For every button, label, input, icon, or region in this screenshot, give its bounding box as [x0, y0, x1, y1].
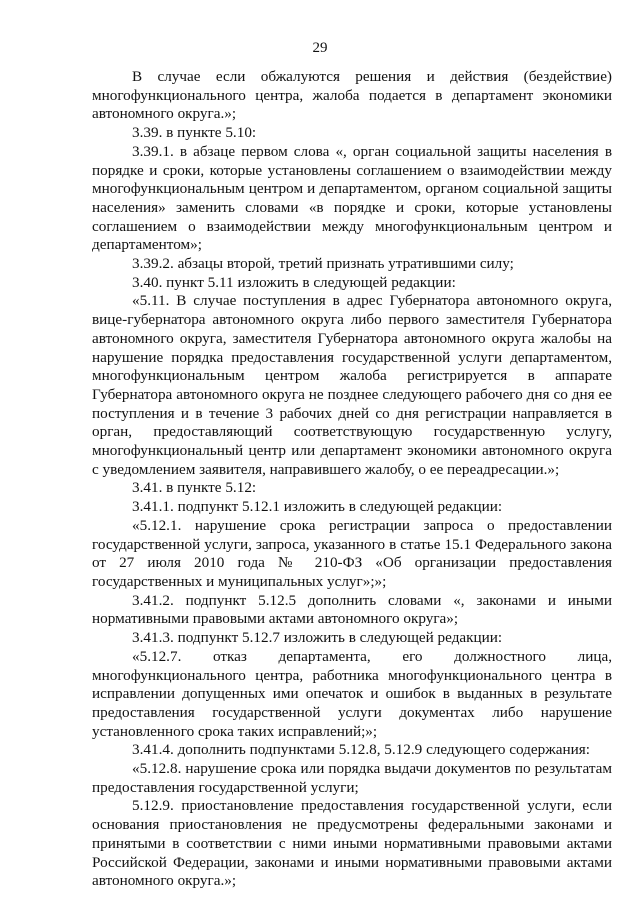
- paragraph: 3.39. в пункте 5.10:: [132, 124, 257, 142]
- paragraph: 3.41.3. подпункт 5.12.7 изложить в следующей редакции:: [132, 629, 503, 647]
- paragraph: 5.12.9. приостановление предоставления государственной услуги, если основания приостановления не предусмотрены федеральными законами и принятыми в соответствии с ними иными нормативными правовыми актами Российской Федерации, законами и иными нормативными правовыми актами автономного округа.»;: [92, 797, 612, 890]
- paragraph: 3.39.1. в абзаце первом слова «, орган социальной защиты населения в порядке и сроки, которые установлены соглашением о взаимодействии между многофункциональным центром и департаментом, органом социальной защиты населения» заменить словами «в порядке и сроки, которые установлены соглашением о взаимодействии между многофункциональным центром и департаментом»;: [92, 142, 612, 254]
- paragraph: 3.39.2. абзацы второй, третий признать утратившими силу;: [132, 255, 514, 273]
- paragraph: В случае если обжалуются решения и действия (бездействие) многофункционального центра, жалоба подается в департамент экономики автономного округа.»;: [92, 68, 612, 123]
- page-number: 29: [312, 40, 328, 56]
- paragraph: «5.12.8. нарушение срока или порядка выдачи документов по результатам предоставления государственной услуги;: [92, 760, 612, 796]
- paragraph: 3.41.1. подпункт 5.12.1 изложить в следующей редакции:: [132, 498, 503, 516]
- paragraph: 3.41.4. дополнить подпунктами 5.12.8, 5.12.9 следующего содержания:: [132, 741, 590, 759]
- paragraph: 3.41.2. подпункт 5.12.5 дополнить словами «, законами и иными нормативными правовыми актами автономного округа»;: [92, 591, 612, 628]
- paragraph: «5.12.7. отказ департамента, его должностного лица, многофункционального центра, работника многофункционального центра в исправлении допущенных ими опечаток и ошибок в выданных в результате предоставления государственной услуги документах либо нарушение установленного срока таких исправлений;»;: [92, 647, 612, 740]
- paragraph: «5.12.1. нарушение срока регистрации запроса о предоставлении государственной услуги, запроса, указанного в статье 15.1 Федерального закона от 27 июля 2010 года № 210-ФЗ «Об организации предоставления государственных и муниципальных услуг»;»;: [92, 516, 612, 590]
- paragraph: 3.40. пункт 5.11 изложить в следующей редакции:: [132, 273, 456, 291]
- paragraph: «5.11. В случае поступления в адрес Губернатора автономного округа, вице-губернатора автономного округа либо первого заместителя Губернатора автономного округа, заместителя Губернатора автономного округа жалобы на нарушение порядка предоставления государственной услуги департаментом, многофункциональным центром жалоба регистрируется в аппарате Губернатора автономного округа не позднее следующего рабочего дня со дня ее поступления и в течение 3 рабочих дней со дня регистрации направляется в орган, предоставляющий соответствующую государственную услугу, многофункциональный центр или департамент экономики автономного округа с уведомлением заявителя, направившего жалобу, о ее переадресации.»;: [92, 292, 612, 478]
- paragraph: 3.41. в пункте 5.12:: [132, 479, 257, 497]
- document-body: [92, 68, 612, 891]
